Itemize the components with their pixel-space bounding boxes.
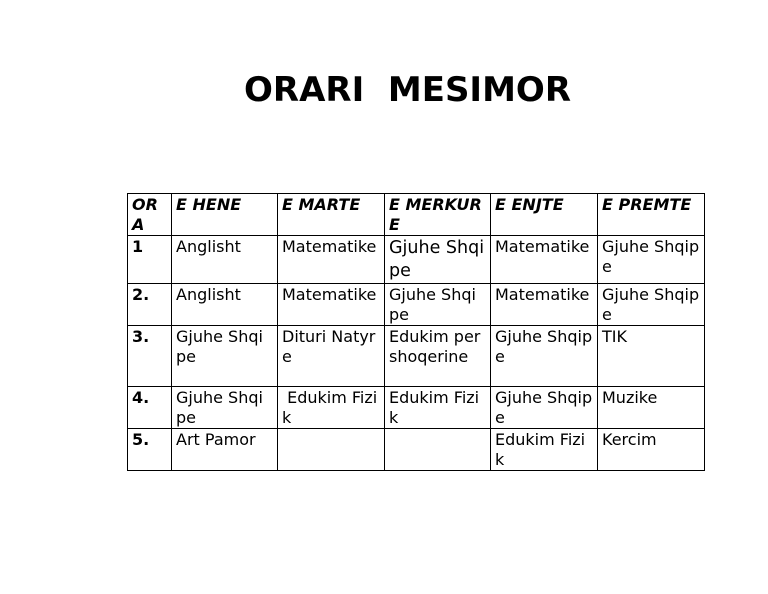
table-row xyxy=(128,284,705,326)
table-cell: Muzike xyxy=(598,387,705,429)
table-cell: TIK xyxy=(598,326,705,387)
table-cell xyxy=(385,429,491,471)
table-cell: Edukim per shoqerine xyxy=(385,326,491,387)
table-cell: Gjuhe Shqipe xyxy=(491,387,598,429)
table-cell xyxy=(278,429,385,471)
table-cell: Dituri Natyre xyxy=(278,326,385,387)
table-cell: Gjuhe Shqipe xyxy=(385,284,491,326)
header-cell-e-hene: E HENE xyxy=(172,194,278,236)
table-cell: Gjuhe Shqipe xyxy=(491,326,598,387)
header-cell-e-marte: E MARTE xyxy=(278,194,385,236)
table-cell: Anglisht xyxy=(172,284,278,326)
period-number-cell: 2. xyxy=(128,284,172,326)
table-cell: Matematike xyxy=(491,236,598,284)
table-row xyxy=(128,429,705,471)
table-cell: Matematike xyxy=(278,236,385,284)
table-cell: Edukim Fizik xyxy=(278,387,385,429)
table-cell: Matematike xyxy=(491,284,598,326)
table-row xyxy=(128,236,705,284)
table-cell: Gjuhe Shqipe xyxy=(172,387,278,429)
period-number-cell: 4. xyxy=(128,387,172,429)
table-cell: Edukim Fizik xyxy=(385,387,491,429)
table-row xyxy=(128,326,705,387)
table-cell: Gjuhe Shqipe xyxy=(598,236,705,284)
schedule-table xyxy=(127,193,705,471)
table-cell: Gjuhe Shqipe xyxy=(598,284,705,326)
table-row xyxy=(128,387,705,429)
table-cell: Edukim Fizik xyxy=(491,429,598,471)
period-number-cell: 3. xyxy=(128,326,172,387)
page-title: ORARI MESIMOR xyxy=(243,70,572,110)
period-number-cell: 5. xyxy=(128,429,172,471)
table-header-row xyxy=(128,194,705,236)
table-cell: Gjuhe Shqipe xyxy=(385,236,491,284)
header-cell-e-enjte: E ENJTE xyxy=(491,194,598,236)
table-cell: Matematike xyxy=(278,284,385,326)
period-number-cell: 1 xyxy=(128,236,172,284)
header-cell-e-premte: E PREMTE xyxy=(598,194,705,236)
table-cell: Gjuhe Shqipe xyxy=(172,326,278,387)
table-cell: Art Pamor xyxy=(172,429,278,471)
header-cell-ora: OR A xyxy=(128,194,172,236)
table-cell: Anglisht xyxy=(172,236,278,284)
header-cell-e-merkure: E MERKURE xyxy=(385,194,491,236)
table-cell: Kercim xyxy=(598,429,705,471)
